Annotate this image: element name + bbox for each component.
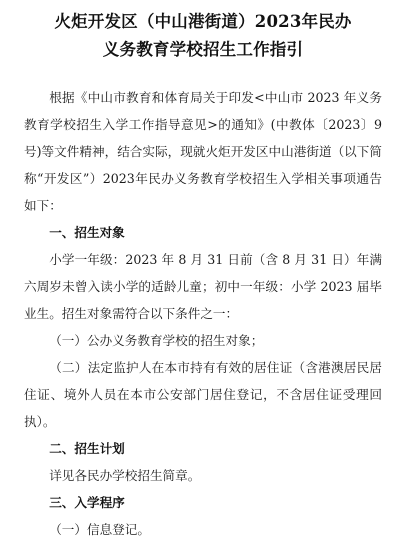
- admission-step-1: （一）信息登记。: [49, 522, 150, 537]
- document-body: [24, 84, 382, 543]
- enrollment-condition-2: （二）法定监护人在本市持有有效的居住证（含港澳居民居住证、境外人员在本市公安部门居住登记，不含居住证受理回执）。: [24, 360, 382, 429]
- intro-paragraph: 根据《中山市教育和体育局关于印发<中山市 2023 年义务教育学校招生入学工作指导意见>的通知》(中教体〔2023〕9号)等文件精神，结合实际，现就火炬开发区中山港街道（以下简称“开发区”）2023年民办义务教育学校招生入学相关事项通告如下：: [24, 90, 382, 213]
- section-heading-admission-procedure: 三、入学程序: [49, 495, 125, 510]
- section-heading-enrollment-plan: 二、招生计划: [49, 441, 125, 456]
- section-heading-enrollment-target: 一、招生对象: [49, 225, 125, 240]
- title-line-1: 火炬开发区（中山港街道）2023年民办: [54, 12, 352, 31]
- enrollment-plan-paragraph: 详见各民办学校招生简章。: [49, 468, 201, 483]
- title-line-2: 义务教育学校招生工作指引: [102, 40, 304, 59]
- enrollment-condition-1: （一）公办义务教育学校的招生对象；: [49, 333, 264, 348]
- document-title: [24, 8, 382, 64]
- enrollment-target-paragraph: 小学一年级：2023 年 8 月 31 日前（含 8 月 31 日）年满六周岁未曾入读小学的适龄儿童；初中一年级：小学 2023 届毕业生。招生对象需符合以下条件之一：: [24, 252, 382, 321]
